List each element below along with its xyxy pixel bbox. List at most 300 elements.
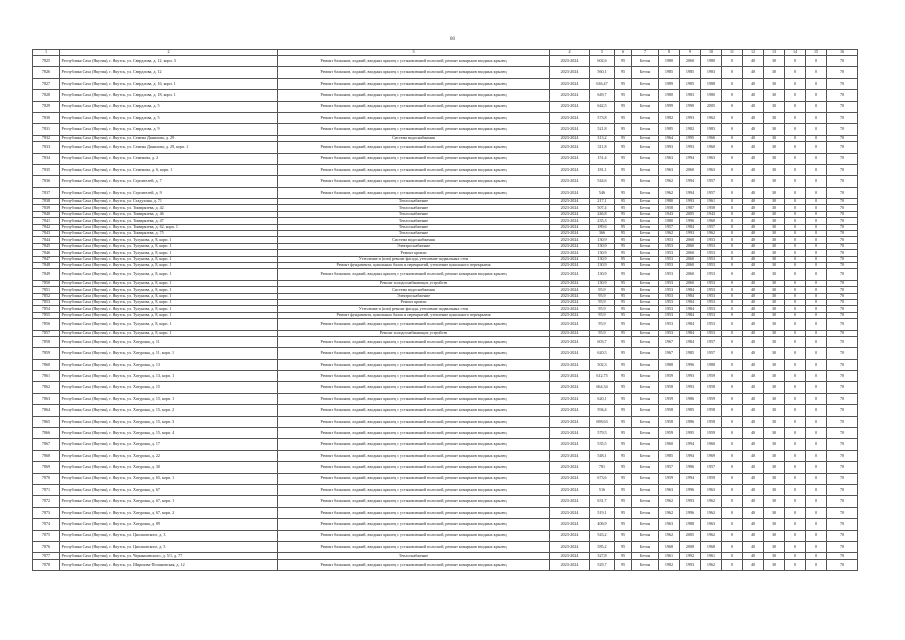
cost-cell: 546 <box>590 187 615 198</box>
address-cell: Республика Саха (Якутия), г. Якутск, ул. Тулунова, д. 8, корп. 1 <box>60 299 278 305</box>
col-16-cell: 70 <box>827 416 858 427</box>
col-12-cell: 40 <box>743 135 764 141</box>
year-built-cell: 1985 <box>659 67 680 78</box>
year-commissioned-cell: 1953 <box>701 306 722 312</box>
period-cell: 2023-2024 <box>550 153 590 164</box>
row-id-cell: 7875 <box>33 530 60 541</box>
address-cell: Республика Саха (Якутия), г. Якутск, ул. Хатурина, д. 15, корп. 3 <box>60 416 278 427</box>
col-16-cell: 70 <box>827 293 858 299</box>
wall-material-cell: Бетон <box>632 187 659 198</box>
col-16-cell: 70 <box>827 371 858 382</box>
address-cell: Республика Саха (Якутия), г. Якутск, ул. Тулунова, д. 8, корп. 1 <box>60 319 278 330</box>
address-cell: Республика Саха (Якутия), г. Якутск, ул. Тимирязева, д. 62, корп. 1 <box>60 224 278 230</box>
period-cell: 2023-2024 <box>550 199 590 205</box>
table-row <box>33 507 858 518</box>
col-13-cell: 30 <box>764 218 785 224</box>
address-cell: Республика Саха (Якутия), г. Якутск, ул. Свердлова, д. 16, корп. 1 <box>60 78 278 89</box>
work-type-cell: Система водоснабжения <box>278 135 550 141</box>
col-16-cell: 70 <box>827 348 858 359</box>
row-id-cell: 7847 <box>33 256 60 262</box>
address-cell: Республика Саха (Якутия), г. Якутск, ул. Семенова, д. 2 <box>60 153 278 164</box>
row-id-cell: 7855 <box>33 312 60 318</box>
percent-cell: 95 <box>615 428 632 439</box>
year-built-cell: 1963 <box>659 164 680 175</box>
work-type-cell: Электроснабжение <box>278 293 550 299</box>
year-built-cell: 1953 <box>659 319 680 330</box>
year-commissioned-cell: 1963 <box>701 153 722 164</box>
year-built-cell: 1980 <box>659 90 680 101</box>
col-12-cell: 40 <box>743 319 764 330</box>
year-built-cell: 1962 <box>659 507 680 518</box>
percent-cell: 95 <box>615 231 632 237</box>
address-cell: Республика Саха (Якутия), г. Якутск, ул. Тимирязева, д. 46 <box>60 211 278 217</box>
period-cell: 2023-2024 <box>550 211 590 217</box>
year-built-cell: 1953 <box>659 243 680 249</box>
year-last-repair-cell: 2060 <box>680 250 701 256</box>
col-11-cell: 0 <box>722 211 743 217</box>
col-11-cell: 0 <box>722 416 743 427</box>
work-type-cell: Ремонт фундамента, цокольных балок и перекрытий, утепление цокольного перекрытия <box>278 312 550 318</box>
row-id-cell: 7829 <box>33 101 60 112</box>
year-built-cell: 1964 <box>659 135 680 141</box>
col-11-cell: 0 <box>722 262 743 268</box>
col-13-cell: 30 <box>764 101 785 112</box>
year-commissioned-cell: 1953 <box>701 243 722 249</box>
year-commissioned-cell: 1953 <box>701 237 722 243</box>
work-type-cell: Ремонт балконов, лоджий, входных крылец с установленной полоской, ремонт козырьков входных крылец <box>278 519 550 530</box>
table-row <box>33 462 858 473</box>
period-cell: 2023-2024 <box>550 269 590 280</box>
year-last-repair-cell: 1990 <box>680 101 701 112</box>
col-14-cell: 0 <box>785 439 806 450</box>
wall-material-cell: Бетон <box>632 507 659 518</box>
row-id-cell: 7865 <box>33 416 60 427</box>
period-cell: 2023-2024 <box>550 218 590 224</box>
address-cell: Республика Саха (Якутия), г. Якутск, ул. Тимирязева, д. 47 <box>60 218 278 224</box>
year-built-cell: 1980 <box>659 199 680 205</box>
percent-cell: 95 <box>615 90 632 101</box>
year-last-repair-cell: 1984 <box>680 312 701 318</box>
wall-material-cell: Бетон <box>632 348 659 359</box>
row-id-cell: 7859 <box>33 348 60 359</box>
col-13-cell: 30 <box>764 67 785 78</box>
work-type-cell: Ремонт балконов, лоджий, входных крылец с установленной полоской, ремонт козырьков входных крылец <box>278 382 550 393</box>
year-built-cell: 1967 <box>659 348 680 359</box>
table-row <box>33 496 858 507</box>
year-built-cell: 1943 <box>659 211 680 217</box>
col-15-cell: 0 <box>806 101 827 112</box>
col-11-cell: 0 <box>722 187 743 198</box>
address-cell: Республика Саха (Якутия), г. Якутск, ул. Тулунова, д. 8, корп. 1 <box>60 306 278 312</box>
table-row <box>33 319 858 330</box>
col-14-cell: 0 <box>785 231 806 237</box>
row-id-cell: 7854 <box>33 306 60 312</box>
row-id-cell: 7866 <box>33 428 60 439</box>
table-row <box>33 176 858 187</box>
row-id-cell: 7868 <box>33 450 60 461</box>
period-cell: 2023-2024 <box>550 382 590 393</box>
col-11-cell: 0 <box>722 359 743 370</box>
cost-cell: 781 <box>590 462 615 473</box>
year-last-repair-cell: 1984 <box>680 319 701 330</box>
col-15-cell: 0 <box>806 306 827 312</box>
address-cell: Республика Саха (Якутия), г. Якутск, ул. Тулунова, д. 8, корп. 1 <box>60 312 278 318</box>
col-15-cell: 0 <box>806 142 827 153</box>
wall-material-cell: Бетон <box>632 101 659 112</box>
row-id-cell: 7863 <box>33 393 60 404</box>
percent-cell: 95 <box>615 243 632 249</box>
col-16-cell: 70 <box>827 306 858 312</box>
col-13-cell: 30 <box>764 553 785 559</box>
work-type-cell: Ремонт кровли <box>278 250 550 256</box>
col-13-cell: 30 <box>764 231 785 237</box>
col-13-cell: 30 <box>764 473 785 484</box>
col-13-cell: 30 <box>764 462 785 473</box>
row-id-cell: 7848 <box>33 262 60 268</box>
cost-cell: 313,2 <box>590 135 615 141</box>
col-13-cell: 30 <box>764 187 785 198</box>
address-cell: Республика Саха (Якутия), г. Якутск, ул. Стадухина, д. 71 <box>60 199 278 205</box>
col-13-cell: 30 <box>764 142 785 153</box>
table-row <box>33 124 858 135</box>
col-11-cell: 0 <box>722 348 743 359</box>
year-built-cell: 1985 <box>659 124 680 135</box>
row-id-cell: 7878 <box>33 559 60 570</box>
col-14-cell: 0 <box>785 319 806 330</box>
address-cell: Республика Саха (Якутия), г. Якутск, ул. Хатурина, д. 11 <box>60 336 278 347</box>
percent-cell: 95 <box>615 211 632 217</box>
wall-material-cell: Бетон <box>632 153 659 164</box>
col-11-cell: 0 <box>722 112 743 123</box>
year-last-repair-cell: 1986 <box>680 393 701 404</box>
col-11-cell: 0 <box>722 541 743 552</box>
address-cell: Республика Саха (Якутия), г. Якутск, ул. Хатурина, д. 15, корп. 2 <box>60 405 278 416</box>
percent-cell: 95 <box>615 142 632 153</box>
col-13-cell: 30 <box>764 287 785 293</box>
col-16-cell: 70 <box>827 382 858 393</box>
col-12-cell: 40 <box>743 67 764 78</box>
year-commissioned-cell: 1961 <box>701 199 722 205</box>
year-commissioned-cell: 1969 <box>701 450 722 461</box>
col-11-cell: 0 <box>722 330 743 336</box>
col-12-cell: 40 <box>743 336 764 347</box>
period-cell: 2023-2024 <box>550 176 590 187</box>
row-id-cell: 7844 <box>33 237 60 243</box>
col-15-cell: 0 <box>806 218 827 224</box>
col-16-cell: 70 <box>827 67 858 78</box>
year-commissioned-cell: 1963 <box>701 484 722 495</box>
year-last-repair-cell: 1993 <box>680 371 701 382</box>
col-14-cell: 0 <box>785 484 806 495</box>
col-15-cell: 0 <box>806 319 827 330</box>
col-12-cell: 40 <box>743 250 764 256</box>
col-13-cell: 30 <box>764 135 785 141</box>
year-built-cell: 1953 <box>659 293 680 299</box>
col-12-cell: 40 <box>743 164 764 175</box>
wall-material-cell: Бетон <box>632 176 659 187</box>
address-cell: Республика Саха (Якутия), г. Якутск, ул. Чернышевского, д. 5/1, д. 77 <box>60 553 278 559</box>
year-last-repair-cell: 2060 <box>680 164 701 175</box>
table-row <box>33 101 858 112</box>
col-15-cell: 0 <box>806 243 827 249</box>
column-number-header-cell: 2 <box>60 50 278 56</box>
column-number-header-cell: 5 <box>590 50 615 56</box>
col-16-cell: 70 <box>827 256 858 262</box>
percent-cell: 95 <box>615 256 632 262</box>
col-11-cell: 0 <box>722 280 743 286</box>
col-16-cell: 70 <box>827 224 858 230</box>
col-13-cell: 30 <box>764 199 785 205</box>
column-number-header-cell: 1 <box>33 50 60 56</box>
period-cell: 2023-2024 <box>550 262 590 268</box>
year-built-cell: 1989 <box>659 78 680 89</box>
year-built-cell: 1963 <box>659 484 680 495</box>
period-cell: 2023-2024 <box>550 405 590 416</box>
wall-material-cell: Бетон <box>632 293 659 299</box>
address-cell: Республика Саха (Якутия), г. Якутск, ул. Хатурина, д. 30 <box>60 462 278 473</box>
col-13-cell: 30 <box>764 205 785 211</box>
col-11-cell: 0 <box>722 553 743 559</box>
col-14-cell: 0 <box>785 473 806 484</box>
year-last-repair-cell: 1988 <box>680 519 701 530</box>
col-11-cell: 0 <box>722 135 743 141</box>
work-type-cell: Ремонт балконов, лоджий, входных крылец с установленной полоской, ремонт козырьков входных крылец <box>278 405 550 416</box>
col-12-cell: 40 <box>743 205 764 211</box>
percent-cell: 95 <box>615 293 632 299</box>
cost-cell: 95,9 <box>590 330 615 336</box>
col-15-cell: 0 <box>806 312 827 318</box>
work-type-cell: Ремонт балконов, лоджий, входных крылец с установленной полоской, ремонт козырьков входных крылец <box>278 348 550 359</box>
period-cell: 2023-2024 <box>550 484 590 495</box>
col-12-cell: 40 <box>743 231 764 237</box>
address-cell: Республика Саха (Якутия), г. Якутск, ул. Тулунова, д. 8, корп. 1 <box>60 269 278 280</box>
col-13-cell: 30 <box>764 211 785 217</box>
col-14-cell: 0 <box>785 280 806 286</box>
col-13-cell: 30 <box>764 428 785 439</box>
period-cell: 2023-2024 <box>550 56 590 67</box>
row-id-cell: 7830 <box>33 112 60 123</box>
col-13-cell: 30 <box>764 237 785 243</box>
year-built-cell: 1953 <box>659 237 680 243</box>
table-row <box>33 405 858 416</box>
work-type-cell: Электроснабжение <box>278 243 550 249</box>
year-last-repair-cell: 2060 <box>680 280 701 286</box>
wall-material-cell: Бетон <box>632 330 659 336</box>
col-11-cell: 0 <box>722 237 743 243</box>
year-last-repair-cell: 1983 <box>680 90 701 101</box>
column-number-header-cell: 3 <box>278 50 550 56</box>
year-built-cell: 1962 <box>659 231 680 237</box>
col-13-cell: 30 <box>764 530 785 541</box>
work-type-cell: Система водоснабжения <box>278 237 550 243</box>
work-type-cell: Ремонт балконов, лоджий, входных крылец с установленной полоской, ремонт козырьков входных крылец <box>278 56 550 67</box>
work-type-cell: Ремонт холодоснабжающих устройств <box>278 280 550 286</box>
work-type-cell: Система водоснабжения <box>278 287 550 293</box>
col-13-cell: 30 <box>764 243 785 249</box>
period-cell: 2023-2024 <box>550 312 590 318</box>
period-cell: 2023-2024 <box>550 164 590 175</box>
address-cell: Республика Саха (Якутия), г. Якутск, ул. Тулунова, д. 8, корп. 1 <box>60 287 278 293</box>
period-cell: 2023-2024 <box>550 231 590 237</box>
period-cell: 2023-2024 <box>550 306 590 312</box>
year-commissioned-cell: 1962 <box>701 559 722 570</box>
col-16-cell: 70 <box>827 393 858 404</box>
col-15-cell: 0 <box>806 78 827 89</box>
year-built-cell: 1958 <box>659 416 680 427</box>
address-cell: Республика Саха (Якутия), г. Якутск, ул. Свердлова, д. 12 <box>60 67 278 78</box>
col-14-cell: 0 <box>785 462 806 473</box>
col-11-cell: 0 <box>722 507 743 518</box>
address-cell: Республика Саха (Якутия), г. Якутск, ул. Циолковского, д. 3 <box>60 530 278 541</box>
percent-cell: 95 <box>615 299 632 305</box>
col-12-cell: 40 <box>743 280 764 286</box>
col-13-cell: 30 <box>764 450 785 461</box>
year-commissioned-cell: 1953 <box>701 280 722 286</box>
percent-cell: 95 <box>615 496 632 507</box>
year-last-repair-cell: 1993 <box>680 112 701 123</box>
col-13-cell: 30 <box>764 348 785 359</box>
col-11-cell: 0 <box>722 224 743 230</box>
work-type-cell: Ремонт балконов, лоджий, входных крылец с установленной полоской, ремонт козырьков входных крылец <box>278 462 550 473</box>
year-built-cell: 1953 <box>659 262 680 268</box>
cost-cell: 130,9 <box>590 250 615 256</box>
row-id-cell: 7833 <box>33 142 60 153</box>
year-last-repair-cell: 1993 <box>680 496 701 507</box>
wall-material-cell: Бетон <box>632 299 659 305</box>
address-cell: Республика Саха (Якутия), г. Якутск, ул. Тулунова, д. 8, корп. 1 <box>60 262 278 268</box>
col-13-cell: 30 <box>764 319 785 330</box>
wall-material-cell: Бетон <box>632 250 659 256</box>
work-type-cell: Теплоснабжение <box>278 205 550 211</box>
work-type-cell: Ремонт балконов, лоджий, входных крылец с установленной полоской, ремонт козырьков входных крылец <box>278 142 550 153</box>
work-type-cell: Ремонт балконов, лоджий, входных крылец с установленной полоской, ремонт козырьков входных крылец <box>278 484 550 495</box>
table-row <box>33 56 858 67</box>
col-12-cell: 40 <box>743 237 764 243</box>
row-id-cell: 7862 <box>33 382 60 393</box>
cost-cell: 529,7 <box>590 559 615 570</box>
col-16-cell: 70 <box>827 243 858 249</box>
col-16-cell: 70 <box>827 78 858 89</box>
col-15-cell: 0 <box>806 371 827 382</box>
work-type-cell: Ремонт балконов, лоджий, входных крылец с установленной полоской, ремонт козырьков входных крылец <box>278 90 550 101</box>
col-16-cell: 70 <box>827 90 858 101</box>
col-12-cell: 40 <box>743 211 764 217</box>
column-number-header-cell: 10 <box>701 50 722 56</box>
col-14-cell: 0 <box>785 393 806 404</box>
wall-material-cell: Бетон <box>632 519 659 530</box>
year-last-repair-cell: 1993 <box>680 142 701 153</box>
year-built-cell: 1993 <box>659 142 680 153</box>
col-16-cell: 70 <box>827 553 858 559</box>
col-14-cell: 0 <box>785 450 806 461</box>
work-type-cell: Ремонт балконов, лоджий, входных крылец с установленной полоской, ремонт козырьков входных крылец <box>278 416 550 427</box>
table-row <box>33 153 858 164</box>
period-cell: 2023-2024 <box>550 462 590 473</box>
year-built-cell: 1953 <box>659 299 680 305</box>
cost-cell: 664,34 <box>590 382 615 393</box>
work-type-cell: Ремонт балконов, лоджий, входных крылец с установленной полоской, ремонт козырьков входных крылец <box>278 269 550 280</box>
col-11-cell: 0 <box>722 473 743 484</box>
column-number-header-cell: 9 <box>680 50 701 56</box>
period-cell: 2023-2024 <box>550 450 590 461</box>
col-12-cell: 40 <box>743 78 764 89</box>
col-13-cell: 30 <box>764 78 785 89</box>
period-cell: 2023-2024 <box>550 359 590 370</box>
year-commissioned-cell: 1962 <box>701 530 722 541</box>
address-cell: Республика Саха (Якутия), г. Якутск, ул. Тулунова, д. 8, корп. 1 <box>60 256 278 262</box>
wall-material-cell: Бетон <box>632 416 659 427</box>
cost-cell: 130,9 <box>590 269 615 280</box>
period-cell: 2023-2024 <box>550 256 590 262</box>
percent-cell: 95 <box>615 439 632 450</box>
col-12-cell: 40 <box>743 142 764 153</box>
wall-material-cell: Бетон <box>632 319 659 330</box>
col-13-cell: 30 <box>764 306 785 312</box>
col-15-cell: 0 <box>806 519 827 530</box>
column-number-header-cell: 4 <box>550 50 590 56</box>
col-12-cell: 40 <box>743 124 764 135</box>
wall-material-cell: Бетон <box>632 553 659 559</box>
col-11-cell: 0 <box>722 439 743 450</box>
col-15-cell: 0 <box>806 124 827 135</box>
cost-cell: 620,5 <box>590 348 615 359</box>
col-14-cell: 0 <box>785 416 806 427</box>
period-cell: 2023-2024 <box>550 237 590 243</box>
address-cell: Республика Саха (Якутия), г. Якутск, ул. Хатурина, д. 89 <box>60 519 278 530</box>
work-type-cell: Ремонт балконов, лоджий, входных крылец с установленной полоской, ремонт козырьков входных крылец <box>278 187 550 198</box>
col-15-cell: 0 <box>806 439 827 450</box>
col-15-cell: 0 <box>806 416 827 427</box>
period-cell: 2023-2024 <box>550 205 590 211</box>
col-12-cell: 40 <box>743 312 764 318</box>
col-16-cell: 70 <box>827 428 858 439</box>
col-15-cell: 0 <box>806 187 827 198</box>
col-16-cell: 70 <box>827 176 858 187</box>
period-cell: 2023-2024 <box>550 319 590 330</box>
percent-cell: 95 <box>615 176 632 187</box>
address-cell: Республика Саха (Якутия), г. Якутск, ул. Ширшова-Полиновская, д. 12 <box>60 559 278 570</box>
row-id-cell: 7870 <box>33 473 60 484</box>
col-16-cell: 70 <box>827 153 858 164</box>
work-type-cell: Ремонт балконов, лоджий, входных крылец с установленной полоской, ремонт козырьков входных крылец <box>278 507 550 518</box>
col-13-cell: 30 <box>764 262 785 268</box>
col-13-cell: 30 <box>764 541 785 552</box>
year-commissioned-cell: 1958 <box>701 405 722 416</box>
col-13-cell: 30 <box>764 484 785 495</box>
year-commissioned-cell: 1953 <box>701 293 722 299</box>
period-cell: 2023-2024 <box>550 299 590 305</box>
percent-cell: 95 <box>615 382 632 393</box>
year-commissioned-cell: 1957 <box>701 187 722 198</box>
cost-cell: 519,1 <box>590 507 615 518</box>
cost-cell: 151,4 <box>590 153 615 164</box>
wall-material-cell: Бетон <box>632 336 659 347</box>
period-cell: 2023-2024 <box>550 187 590 198</box>
col-14-cell: 0 <box>785 269 806 280</box>
year-commissioned-cell: 1953 <box>701 269 722 280</box>
year-built-cell: 1958 <box>659 382 680 393</box>
column-number-header-cell: 15 <box>806 50 827 56</box>
cost-cell: 130,9 <box>590 256 615 262</box>
wall-material-cell: Бетон <box>632 67 659 78</box>
year-commissioned-cell: 1960 <box>701 218 722 224</box>
col-14-cell: 0 <box>785 312 806 318</box>
col-12-cell: 40 <box>743 496 764 507</box>
year-commissioned-cell: 1959 <box>701 371 722 382</box>
percent-cell: 95 <box>615 101 632 112</box>
cost-cell: 579,5 <box>590 428 615 439</box>
column-number-header-cell: 7 <box>632 50 659 56</box>
